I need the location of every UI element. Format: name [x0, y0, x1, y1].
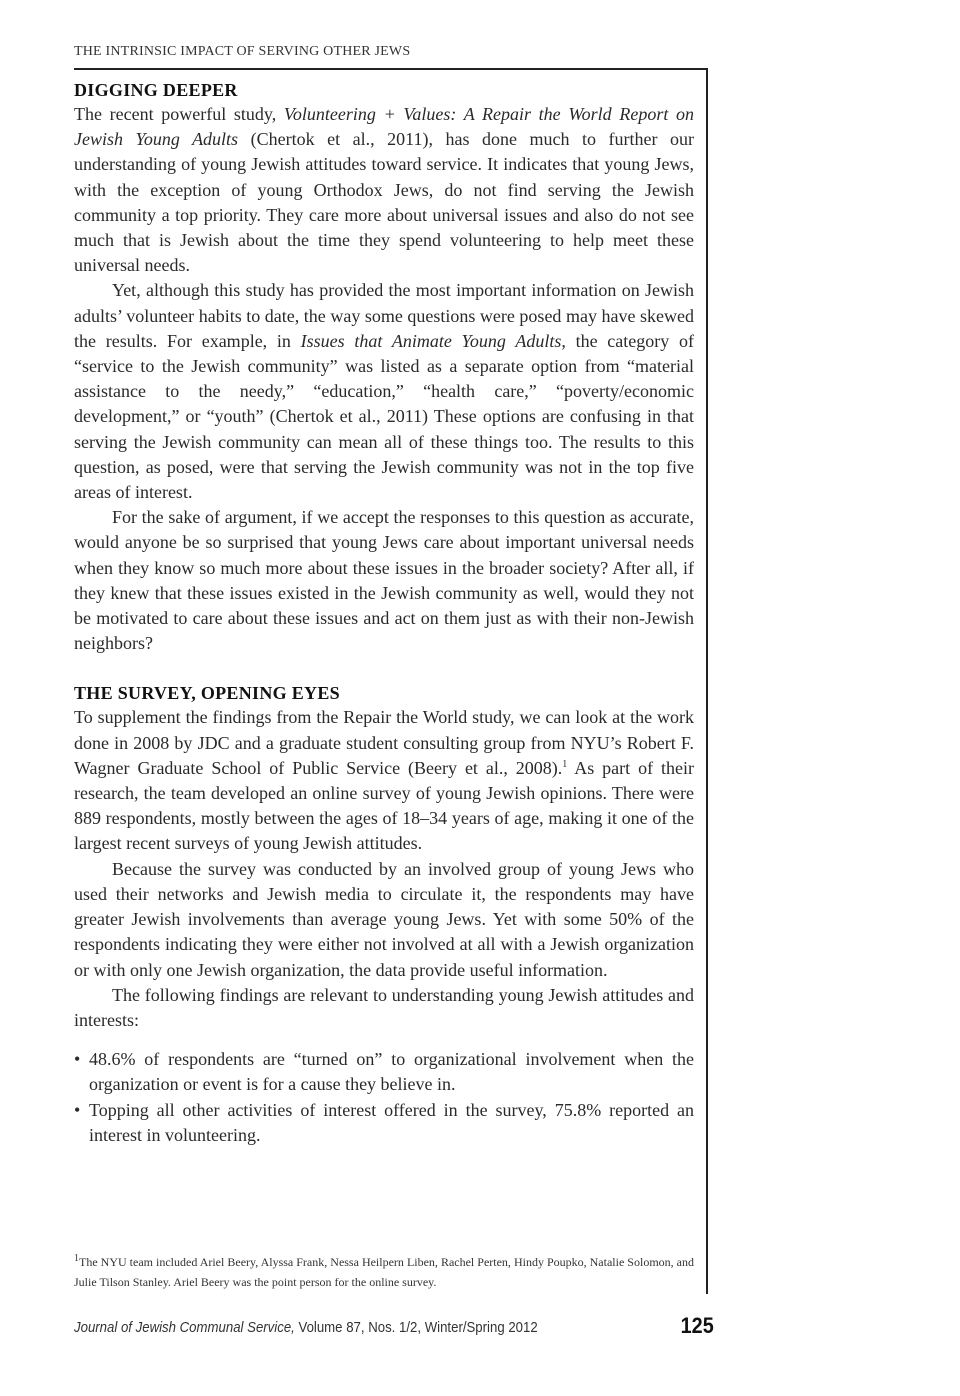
list-item-text: Topping all other activities of interest offered in the survey, 75.8% reported an interest in volunteering.: [89, 1099, 694, 1145]
paragraph: [74, 705, 694, 856]
paragraph-text: , the category of “service to the Jewish community” was listed as a separate option from “material assistance to the needy,” “education,” “health care,” “poverty/economic development,” or “youth” (Chertok et al., 2011) These options are confusing in that serving the Jewish community can mean all of these things too. The results to this question, as posed, were that serving the Jewish community was not in the top five areas of interest.: [74, 330, 694, 503]
paragraph-text: (Chertok et al., 2011), has done much to further our understanding of young Jewish attitudes toward service. It indicates that young Jews, with the exception of young Orthodox Jews, do not find serving the Jewish community a top priority. They care more about universal issues and also do not see much that is Jewish about the time they spend volunteering to help meet these universal needs.: [74, 129, 695, 276]
journal-issue: Volume 87, Nos. 1/2, Winter/Spring 2012: [294, 1319, 538, 1336]
paragraph: For the sake of argument, if we accept the responses to this question as accurate, would anyone be so surprised that young Jews care about important universal needs when they know so much more about these issues in the broader society? After all, if they knew that these issues existed in the Jewish community as well, would they not be motivated to care about these issues and act on them just as with their non-Jewish neighbors?: [74, 507, 694, 654]
list-item: [74, 1098, 694, 1148]
frame-right-rule: [706, 68, 708, 1294]
section-gap: [74, 656, 694, 681]
journal-title: Journal of Jewish Communal Service,: [74, 1319, 295, 1336]
list-item-text: 48.6% of respondents are “turned on” to organizational involvement when the organization or event is for a cause they believe in.: [89, 1049, 694, 1095]
paragraph-text: Yet, although this study has provided the most important information on Jewish adults’ volunteer habits to date, the way some questions were posed may have skewed the results. For example, in: [74, 280, 694, 351]
paragraph: [74, 278, 694, 505]
running-head: THE INTRINSIC IMPACT OF SERVING OTHER JEWS: [74, 44, 411, 59]
findings-list: [74, 1047, 694, 1148]
footnote-text: The NYU team included Ariel Beery, Alyssa Frank, Nessa Heilpern Liben, Rachel Perten, Hindy Poupko, Natalie Solomon, and Julie Tilson Stanley. Ariel Beery was the point person for the online survey.: [74, 1255, 694, 1289]
section-heading-digging-deeper: DIGGING DEEPER: [74, 80, 238, 100]
section-heading-the-survey: THE SURVEY, OPENING EYES: [74, 683, 340, 704]
footnote: [74, 1252, 694, 1292]
study-title: Volunteering + Values: A Repair the World Report on Jewish Young Adults: [74, 104, 694, 150]
page-number: 125: [680, 1313, 714, 1338]
paragraph-text: As part of their research, the team developed an online survey of young Jewish opinions. There were 889 respondents, mostly between the ages of 18–34 years of age, making it one of the largest recent surveys of young Jewish attitudes.: [74, 757, 694, 854]
journal-citation: [74, 1319, 538, 1336]
frame-top-rule: [74, 68, 708, 70]
paragraph: The following findings are relevant to understanding young Jewish attitudes and interests:: [74, 984, 694, 1030]
bullet-icon: •: [74, 1099, 81, 1120]
paragraph-text: To supplement the findings from the Repair the World study, we can look at the work done in 2008 by JDC and a graduate student consulting group from NYU’s Robert F. Wagner Graduate School of Public Service (Beery et al., 2008).: [74, 707, 694, 778]
page-footer: [74, 1313, 714, 1341]
paragraph: Because the survey was conducted by an involved group of young Jews who used their networks and Jewish media to circulate it, the respondents may have greater Jewish involvements than average young Jews. Yet with some 50% of the respondents indicating they were either not involved at all with a Jewish organization or with only one Jewish organization, the data provide useful information.: [74, 858, 694, 980]
list-item: [74, 1047, 694, 1097]
paragraph: [74, 102, 694, 278]
footnote-marker: 1: [562, 758, 568, 770]
bullet-icon: •: [74, 1049, 81, 1070]
footnote-marker: 1: [74, 1253, 79, 1264]
article-body: [74, 78, 694, 1148]
paragraph-text: The recent powerful study,: [74, 104, 284, 124]
report-title: Issues that Animate Young Adults: [300, 330, 562, 351]
